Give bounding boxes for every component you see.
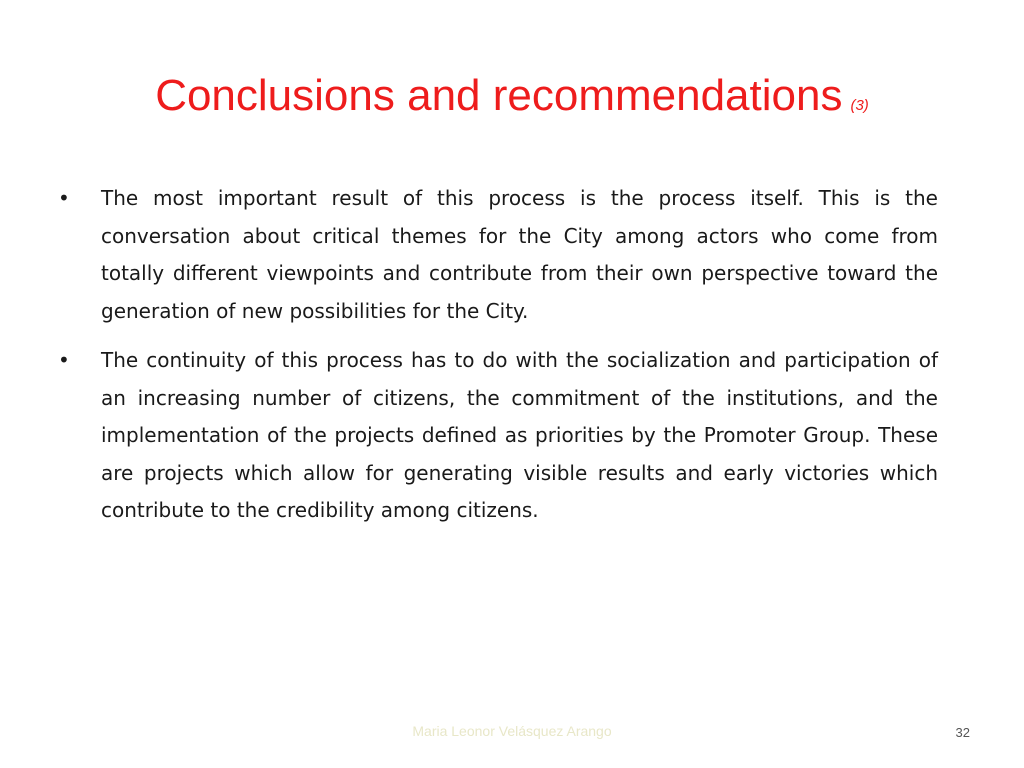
slide-title-suffix: (3) — [850, 97, 869, 114]
slide-title — [0, 68, 1024, 134]
bullet-item — [56, 180, 938, 330]
bullet-text: The continuity of this process has to do with the socialization and participation of an increasing number of citizens, the commitment of the institutions, and the implementation of the projects defined as priorities by the Promoter Group. These are projects which allow for generating visible results and early victories which contribute to the credibility among citizens. — [101, 348, 938, 522]
bullet-icon: • — [58, 348, 70, 372]
footer-author: Maria Leonor Velásquez Arango — [412, 723, 612, 739]
bullet-text: The most important result of this process is the process itself. This is the conversation about critical themes for the City among actors who come from totally different viewpoints and contribute from their own perspective toward the generation of new possibilities for the City. — [101, 186, 938, 323]
bullet-icon: • — [58, 186, 70, 210]
bullet-list — [56, 180, 938, 542]
slide-title-text: Conclusions and recommendations — [155, 71, 843, 120]
page-number: 32 — [955, 725, 970, 740]
bullet-item — [56, 342, 938, 530]
